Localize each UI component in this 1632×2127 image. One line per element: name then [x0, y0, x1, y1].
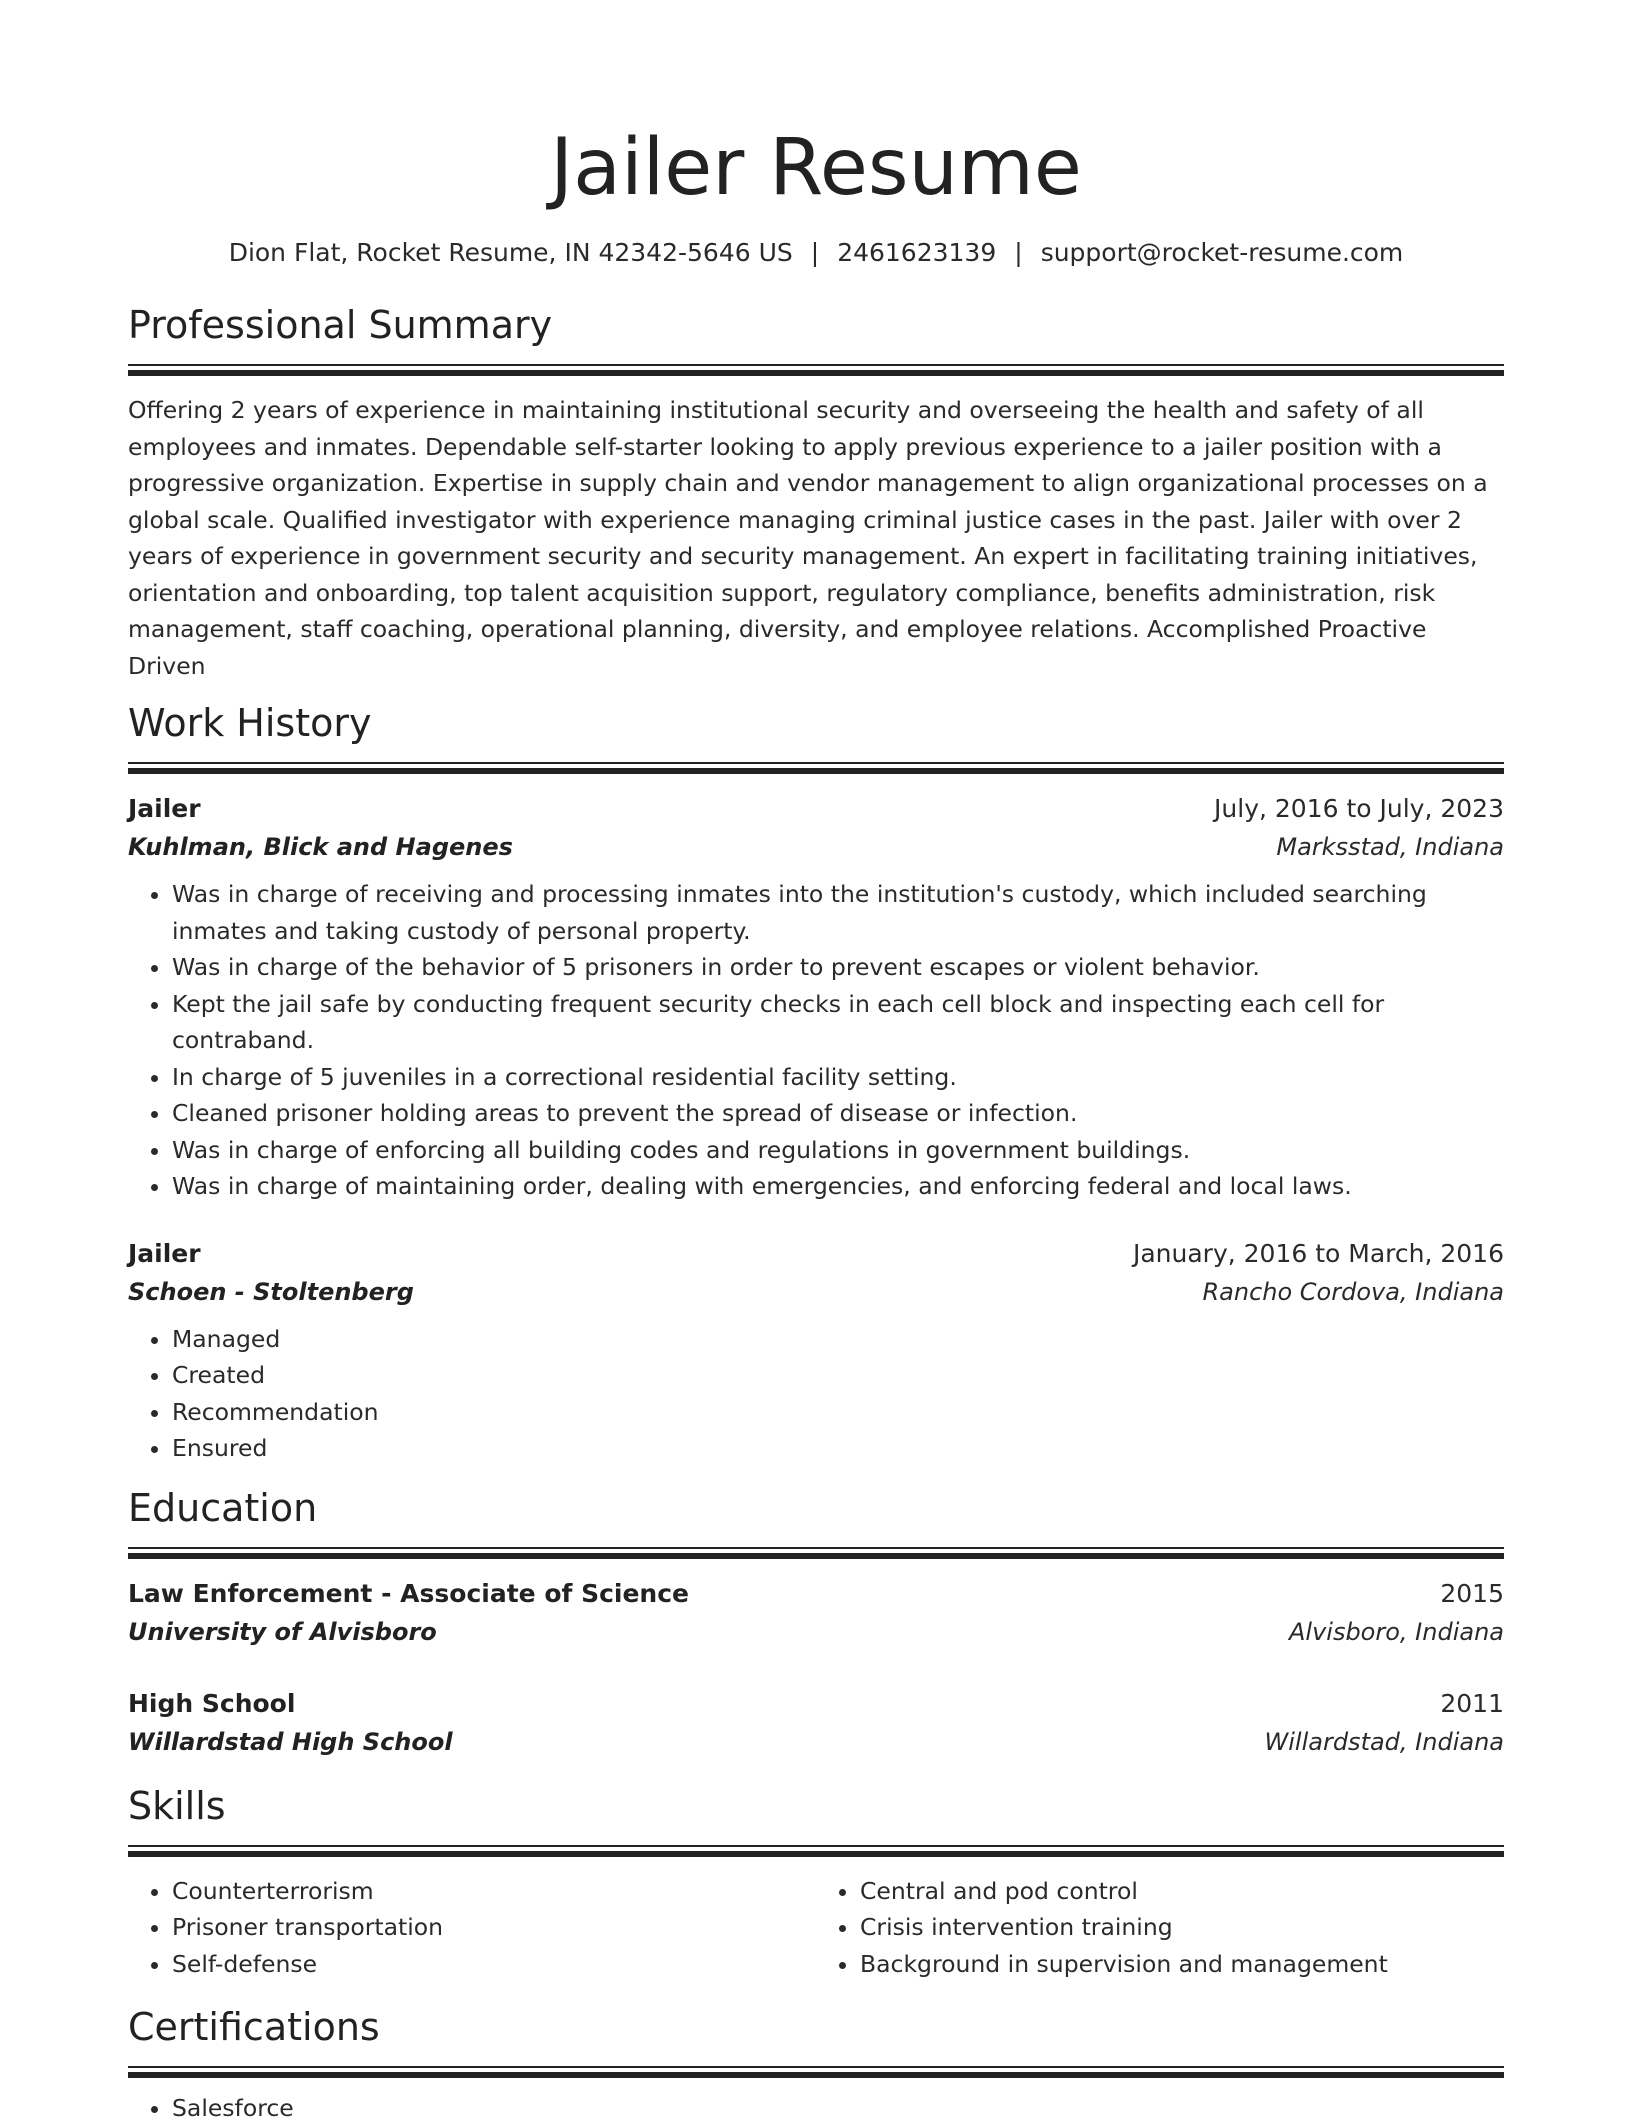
- job-duties-list: [128, 876, 1504, 1205]
- summary-text: Offering 2 years of experience in maintaining institutional security and overseeing the health and safety of all employees and inmates. Dependable self-starter looking to apply previous experience to a jailer position with a progressive organization. Expertise in supply chain and vendor management to align organizational processes on a global scale. Qualified investigator with experience managing criminal justice cases in the past. Jailer with over 2 years of experience in government security and security management. An expert in facilitating training initiatives, orientation and onboarding, top talent acquisition support, regulatory compliance, benefits administration, risk management, staff coaching, operational planning, diversity, and employee relations. Accomplished Proactive Driven: [128, 396, 1488, 680]
- list-item: • Ensured: [172, 1430, 1504, 1467]
- job-location: Rancho Cordova, Indiana: [1202, 1277, 1504, 1306]
- list-item: • Prisoner transportation: [172, 1909, 816, 1946]
- list-item: • Was in charge of maintaining order, dealing with emergencies, and enforcing federal and local laws.: [172, 1168, 1504, 1205]
- section-heading-summary: Professional Summary: [128, 303, 553, 347]
- job-entry: [128, 1235, 1504, 1467]
- section-divider: [128, 762, 1504, 774]
- list-item: • Was in charge of receiving and processing inmates into the institution's custody, which included searching inmates and taking custody of personal property.: [172, 876, 1504, 949]
- list-item: • Kept the jail safe by conducting frequent security checks in each cell block and inspecting each cell for contraband.: [172, 986, 1504, 1059]
- education-school: University of Alvisboro: [128, 1617, 437, 1646]
- job-company: Kuhlman, Blick and Hagenes: [128, 833, 513, 861]
- education-entry: [128, 1575, 1504, 1651]
- list-item: • Crisis intervention training: [860, 1909, 1504, 1946]
- summary-section: [128, 300, 1504, 684]
- list-item: • Was in charge of enforcing all building codes and regulations in government buildings.: [172, 1132, 1504, 1169]
- list-item: • Recommendation: [172, 1394, 1504, 1431]
- list-item: • Created: [172, 1357, 1504, 1394]
- section-heading-education: Education: [128, 1485, 318, 1530]
- job-company-row: [128, 828, 1504, 866]
- education-section: [128, 1483, 1504, 1761]
- contact-line: [128, 236, 1504, 270]
- section-heading-work-history: Work History: [128, 701, 372, 745]
- section-divider: [128, 1547, 1504, 1559]
- list-item: • Salesforce: [172, 2090, 1504, 2127]
- education-school-row: [128, 1723, 1504, 1761]
- contact-phone: 2461623139: [837, 238, 997, 267]
- education-year: 2011: [1440, 1688, 1504, 1718]
- list-item: • Background in supervision and management: [860, 1946, 1504, 1983]
- job-duties-list: [128, 1321, 1504, 1467]
- certifications-list: [128, 2090, 1504, 2127]
- job-company-row: [128, 1273, 1504, 1311]
- job-title: Jailer: [128, 794, 201, 823]
- job-dates: January, 2016 to March, 2016: [1132, 1238, 1504, 1268]
- contact-separator: |: [1014, 238, 1023, 267]
- education-school-row: [128, 1613, 1504, 1651]
- contact-email: support@rocket-resume.com: [1040, 238, 1404, 267]
- education-location: Willardstad, Indiana: [1264, 1727, 1504, 1756]
- skills-grid: [128, 1873, 1504, 1983]
- skills-section: [128, 1781, 1504, 1983]
- job-company: Schoen - Stoltenberg: [128, 1277, 414, 1306]
- section-heading-skills: Skills: [128, 1783, 226, 1828]
- education-entry: [128, 1685, 1504, 1761]
- job-title: Jailer: [128, 1238, 201, 1268]
- contact-address: Dion Flat, Rocket Resume, IN 42342-5646 US: [228, 238, 793, 267]
- job-header-row: [128, 790, 1504, 828]
- job-entry: [128, 790, 1504, 1205]
- education-location: Alvisboro, Indiana: [1288, 1617, 1504, 1646]
- section-divider: [128, 364, 1504, 376]
- resume-title: Jailer Resume: [550, 123, 1082, 213]
- job-header-row: [128, 1235, 1504, 1273]
- section-divider: [128, 2066, 1504, 2078]
- section-divider: [128, 1845, 1504, 1857]
- education-header-row: [128, 1685, 1504, 1723]
- education-degree: High School: [128, 1688, 296, 1718]
- list-item: • Central and pod control: [860, 1873, 1504, 1910]
- list-item: • Self-defense: [172, 1946, 816, 1983]
- skills-list-right: [816, 1873, 1504, 1983]
- job-dates: July, 2016 to July, 2023: [1214, 794, 1504, 823]
- work-history-section: [128, 698, 1504, 1467]
- education-header-row: [128, 1575, 1504, 1613]
- list-item: • Managed: [172, 1321, 1504, 1358]
- education-year: 2015: [1440, 1578, 1504, 1608]
- contact-separator: |: [810, 238, 820, 267]
- education-school: Willardstad High School: [128, 1727, 453, 1756]
- section-heading-certifications: Certifications: [128, 2005, 380, 2049]
- education-degree: Law Enforcement - Associate of Science: [128, 1578, 689, 1608]
- certifications-section: [128, 2002, 1504, 2127]
- list-item: • In charge of 5 juveniles in a correctional residential facility setting.: [172, 1059, 1504, 1096]
- job-location: Marksstad, Indiana: [1276, 833, 1504, 861]
- list-item: • Cleaned prisoner holding areas to prevent the spread of disease or infection.: [172, 1095, 1504, 1132]
- list-item: • Was in charge of the behavior of 5 prisoners in order to prevent escapes or violent behavior.: [172, 949, 1504, 986]
- resume-page: [128, 0, 1504, 2127]
- list-item: • Counterterrorism: [172, 1873, 816, 1910]
- skills-list-left: [128, 1873, 816, 1983]
